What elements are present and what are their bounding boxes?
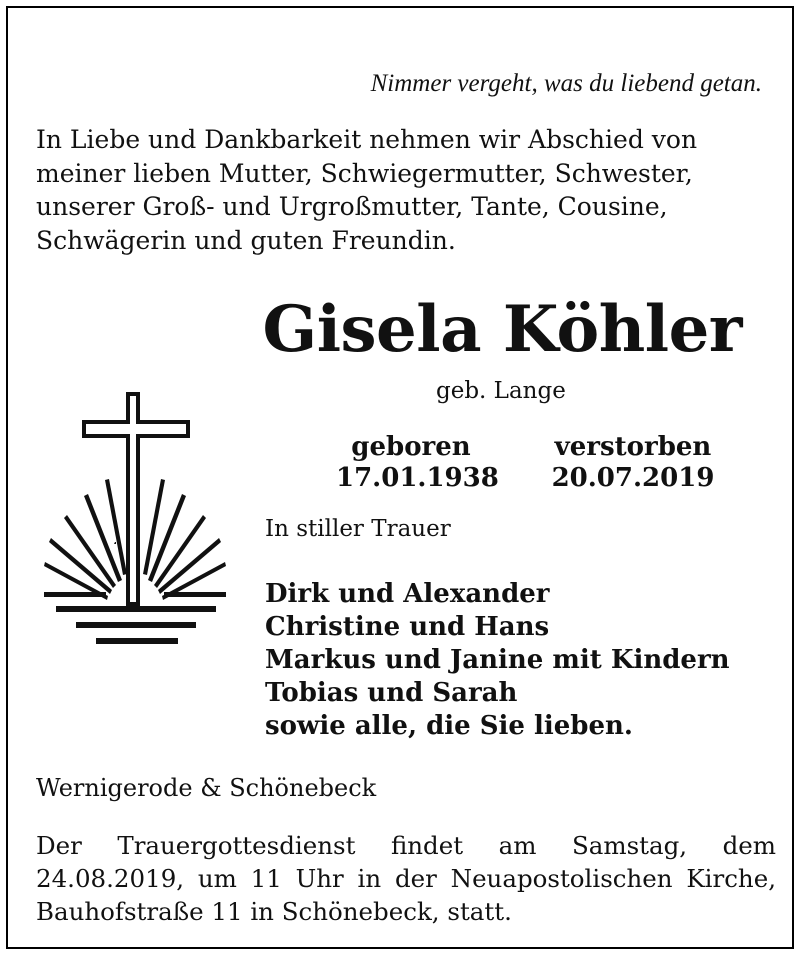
family-member: Tobias und Sarah <box>265 678 518 708</box>
service-info: Der Trauergottesdienst findet am Samstag, dem 24.08.2019, um 11 Uhr in der Neuapostolischen Kirche, Bauhofstraße 11 in Schönebeck, statt. <box>36 831 776 926</box>
mourning-line: In stiller Trauer <box>265 516 451 542</box>
died-label: verstorben <box>554 432 712 462</box>
died-date: 20.07.2019 <box>551 463 715 493</box>
family-member: Markus und Janine mit Kindern <box>265 645 730 675</box>
place-line: Wernigerode & Schönebeck <box>36 774 377 802</box>
born-label: geboren <box>351 432 471 462</box>
family-member: Christine und Hans <box>265 612 550 642</box>
motto: Nimmer vergeht, was du liebend getan. <box>370 70 762 97</box>
obituary-notice <box>6 6 794 949</box>
intro-text: In Liebe und Dankbarkeit nehmen wir Abschied von meiner lieben Mutter, Schwiegermutter, Schwester, unserer Groß- und Urgroßmutter, Tante, Cousine, Schwägerin und guten Freundin. <box>36 125 698 255</box>
cross-sunrise-icon <box>42 392 232 648</box>
maiden-name: geb. Lange <box>436 378 566 404</box>
family-member: sowie alle, die Sie lieben. <box>265 711 633 741</box>
death-info <box>548 432 718 494</box>
deceased-name: Gisela Köhler <box>262 292 742 367</box>
family-member: Dirk und Alexander <box>265 579 550 609</box>
family-list <box>265 578 730 743</box>
born-date: 17.01.1938 <box>336 463 499 493</box>
birth-info <box>336 432 499 494</box>
